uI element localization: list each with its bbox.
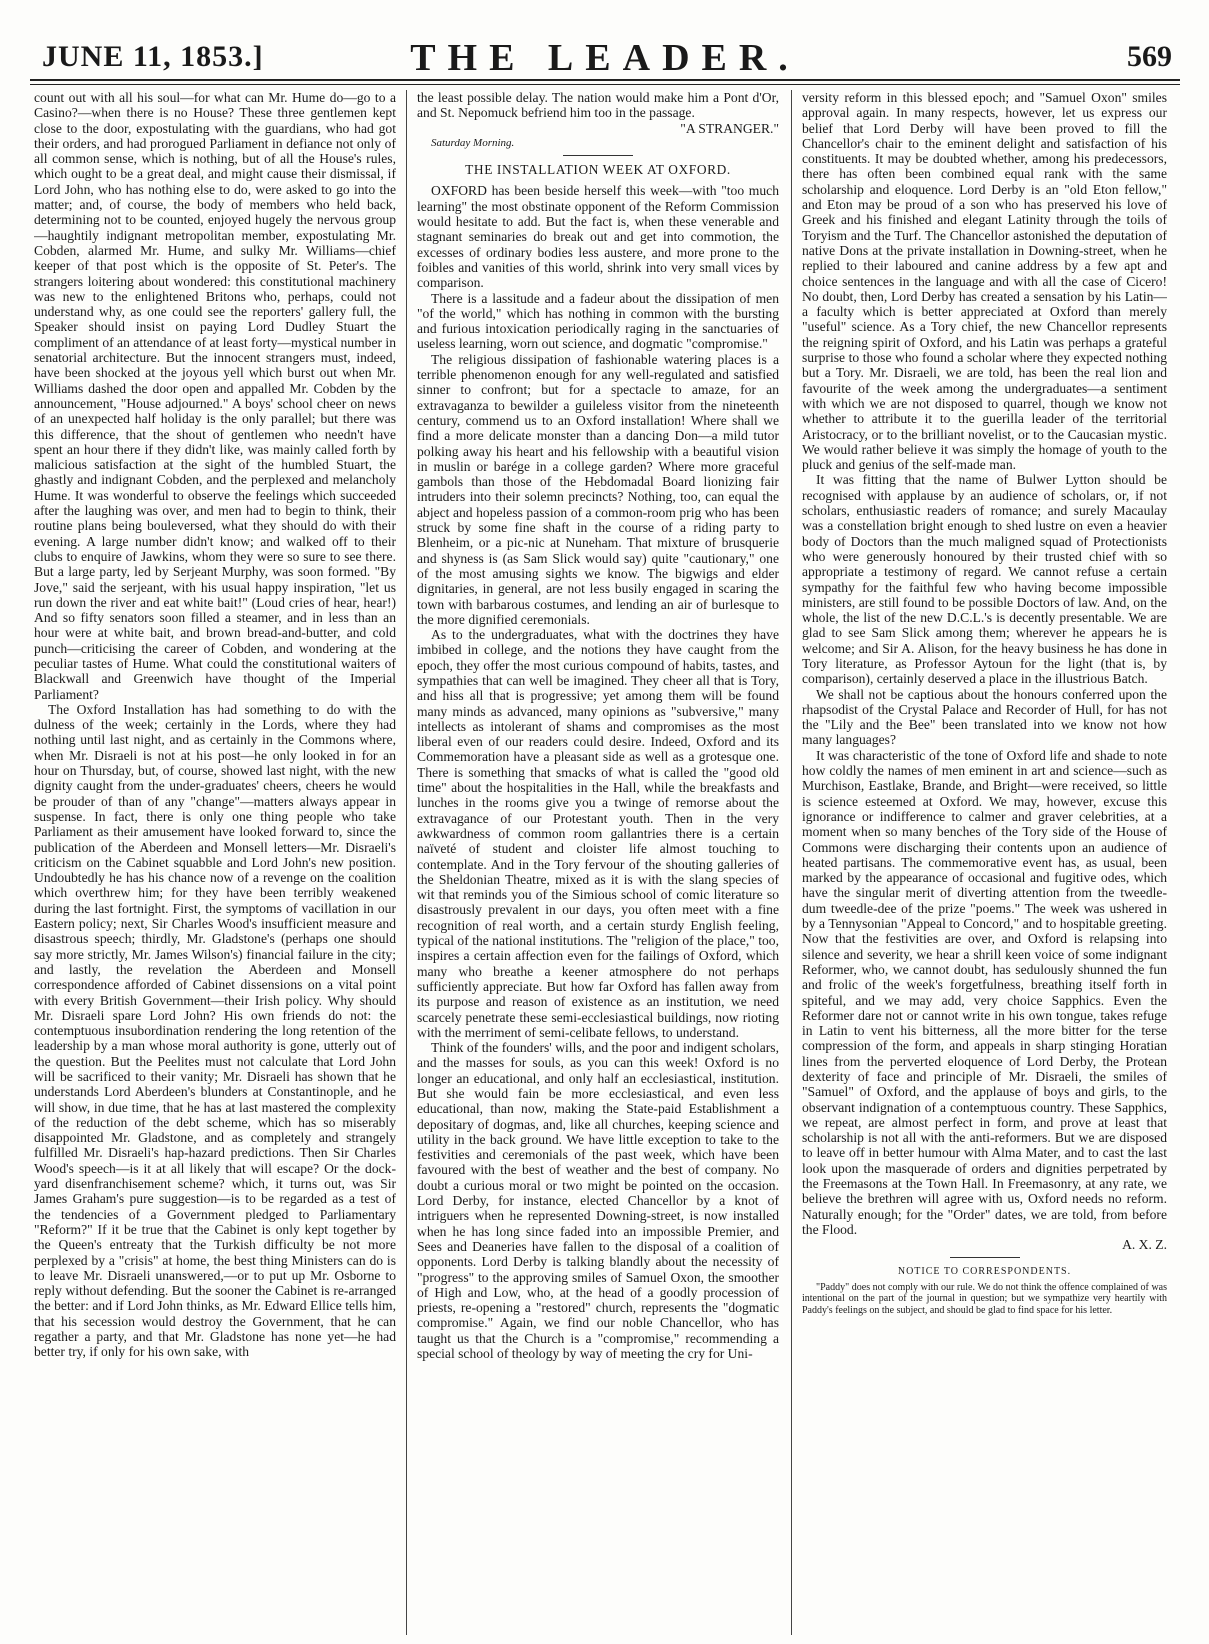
page-number: 569 [1127, 40, 1172, 73]
column-3 [802, 90, 1167, 1630]
article-paragraph: Think of the founders' wills, and the poor and indigent scholars, and the masses for souls, as you can this week! Oxford is no longer an educational, and only half an ecclesiastical, institution. But she would fain be more ecclesiastical, and even less educational, than now, making the State-paid Establishment a depositary of dogmas, and, like all churches, keeping science and utility in the back ground. We have little exception to take to the festivities and ceremonials of the past week, which have been favoured with the best of weather and the best of company. No doubt a curious moral or two might be pointed on the occasion. Lord Derby, for instance, elected Chancellor by a knot of intriguers when he represented Downing-street, is now installed when he has long since faded into an impossible Premier, and Sees and Deaneries have fallen to the disposal of a coalition of opponents. Lord Derby is talking blandly about the necessity of "progress" to the approving smiles of Samuel Oxon, the smoother of High and Low, who, at the head of a goodly procession of priests, re-opening a "restored" church, represents the "dogmatic compromise." Again, we find our noble Chancellor, who has taught us that the Church is a "compromise," recommending a special school of theology by way of meeting the cry for Uni- [417, 1040, 779, 1362]
section-rule [563, 155, 633, 156]
notice-body: "Paddy" does not comply with our rule. We do not think the offence complained of was intentional on the part of the journal in question; but we sympathize very heartily with Paddy's feelings on the subject, and should be glad to find space for his letter. [802, 1281, 1167, 1316]
article-dateline: Saturday Morning. [431, 136, 515, 149]
column-2 [417, 90, 779, 1630]
article-paragraph: count out with all his soul—for what can Mr. Hume do—go to a Casino?—when there is no House? These three gentlemen kept close to the door, expostulating with the guardians, who had got their orders, and had prorogued Parliament in defiance not only of all common sense, which is nothing, but of all the House's rules, which ought to be a great deal, and might cause their dismissal, if Lord John, who has nothing else to do, were asked to go into the matter; and, of course, the body of members who held back, determining not to be counted, enjoyed hugely the nervous group—haughtily indignant metropolitan member, expostulating Mr. Cobden, alarmed Mr. Hume, and sulky Mr. Williams—chief keeper of that post which is the opposite of St. Peter's. The strangers loitering about wondered: this constitutional machinery was new to the enlightened Britons who, perhaps, could not understand why, as one could see the reporters' gallery full, the Speaker should insist on paying Lord Dudley Stuart the compliment of an attendance of at least forty—mystical number in senatorial architecture. But the innocent strangers must, indeed, have been shocked at the joyous yell which burst out when Mr. Williams dashed the door open and appalled Mr. Cobden by the announcement, "House adjourned." A boys' school cheer on news of an unexpected half holiday is the only parallel; but there was this difference, that the shout of gentlemen who needn't have spent an hour there if they didn't like, was mainly called forth by malicious satisfaction at the sight of the humbled Stuart, the ghastly and indignant Cobden, and the perplexed and melancholy Hume. It was wonderful to observe the feelings which succeeded after the laughing was over, and men had to begin to think, their routine plans being bouleversed, what they should do with their evening. A large number didn't know; and walked off to their clubs to enquire of Jawkins, whom they were so sure to see there. But a large party, led by Serjeant Murphy, was soon formed. "By Jove," said the serjeant, with his usual happy inspiration, "let us run down the river and eat white bait!" (Loud cries of hear, hear!) And so fifty senators soon filled a steamer, and in less than an hour were at white bait, and brown bread-and-butter, and cold punch—criticising the career of Cobden, and wondering at the peculiar tastes of Hume. What could the constitutional waiters of Blackwall and Greenwich have thought of the Imperial Parliament? [34, 90, 396, 702]
article-paragraph: OXFORD has been beside herself this week—with "too much learning" the most obstinate opponent of the Reform Commission would hesitate to add. But the fact is, when these venerable and stagnant seminaries do break out and get into commotion, the excesses of ordinary bodies less austere, and more prone to the foibles and vanities of this world, shrink into very small vices by comparison. [417, 183, 779, 291]
section-rule [950, 1257, 1020, 1258]
masthead-rule [30, 79, 1180, 81]
article-signature: A. X. Z. [1122, 1237, 1167, 1253]
issue-date: JUNE 11, 1853.] [42, 40, 264, 73]
column-1 [34, 90, 396, 1630]
publication-title: THE LEADER. [410, 37, 800, 79]
article-paragraph: As to the undergraduates, what with the doctrines they have imbibed in college, and the notions they have caught from the epoch, they offer the most curious compound of habits, tastes, and sympathies that can well be imagined. They cheer all that is Tory, and hiss all that is progressive; yet among them will be found many minds as advanced, many opinions as "subversive," many intellects as intolerant of shams and compromises as the most liberal even of our readers could desire. Indeed, Oxford and its Commemoration have a pleasant side as well as a grotesque one. There is something that smacks of what is called the "good old time" about the hospitalities in the Hall, while the breakfasts and lunches in the rooms give you a twinge of remorse about the extravagance of our Protestant youth. Then in the very awkwardness of common room gallantries there is a certain naïveté of student and cloister life almost touching to contemplate. And in the Tory fervour of the shouting galleries of the Sheldonian Theatre, mixed as it is with the slang species of wit that reminds you of the Simious school of comic literature so disastrously prevalent in our days, you often meet with a fine recognition of real worth, and a certain sturdy English feeling, typical of the national institutions. The "religion of the place," too, inspires a certain affection even for the failings of Oxford, which many who breathe a keener atmosphere do not perhaps sufficiently appreciate. But how far Oxford has fallen away from its purpose and reason of existence as an institution, we need scarcely penetrate these semi-ecclesiastical buildings, now rioting with the merriment of semi-celibate fellows, to understand. [417, 627, 779, 1040]
section-title: THE INSTALLATION WEEK AT OXFORD. [465, 162, 731, 178]
article-paragraph: There is a lassitude and a fadeur about the dissipation of men "of the world," which has nothing in common with the bursting and furious intoxication periodically raging in the sanctuaries of useless learning, worn out science, and dogmatic "compromise." [417, 290, 779, 352]
column-divider [406, 90, 407, 1635]
masthead-rule-thin [30, 84, 1180, 85]
article-paragraph: versity reform in this blessed epoch; and "Samuel Oxon" smiles approval again. In many respects, however, let us express our belief that Lord Derby will have been proved to fill the Chancellor's chair to the eminent delight and satisfaction of his constituents. It may be doubted whether, among his predecessors, there has often been combined equal rank with the same scholarship and eloquence. Lord Derby is an "old Eton fellow," and Eton may be proud of a son who has preserved his love of Greek and his finished and elegant Latinity through the toils of Toryism and the Turf. The Chancellor astonished the deputation of native Dons at the private installation in Downing-street, when he replied to their laboured and canine address by a few apt and choice sentences in the language and with all the case of Cicero! No doubt, then, Lord Derby has created a sensation by his Latin—a faculty which is better appreciated at Oxford than merely "useful" science. As a Tory chief, the new Chancellor represents the reigning spirit of Oxford, and his Latin was perhaps a grateful surprise to those who found a scholar where they expected nothing but a Tory. Mr. Disraeli, we are told, has been the real lion and favourite of the week among the undergraduates—a sentiment with which we are not disposed to quarrel, though we know not whether to attribute it to the guerilla leader of the territorial Aristocracy, or to the brilliant novelist, or to the Caucasian mystic. We would rather believe it was simply the homage of youth to the pluck and genius of the self-made man. [802, 90, 1167, 473]
masthead [30, 34, 1180, 79]
article-paragraph: It was fitting that the name of Bulwer Lytton should be recognised with applause by an audience of scholars, or, if not scholars, enthusiastic readers of romance; and surely Macaulay was a constellation bright enough to shed lustre on even a heavier body of Doctors than the much maligned squad of Protectionists who were generously honoured by their trusted chief with so appropriate a testimony of regard. We cannot refuse a certain sympathy for the faithful few who having become impossible ministers, are still found to be possible Doctors of law. And, on the whole, the list of the new D.C.L.'s is decently presentable. We are glad to see Sam Slick among them; wherever he appears he is welcome; and Sir A. Alison, for the heavy business he has done in Tory literature, as Professor Aytoun for the light (that is, by comparison), certainly deserved a place in the illustrious Batch. [802, 472, 1167, 687]
notice-title: NOTICE TO CORRESPONDENTS. [897, 1265, 1072, 1277]
article-paragraph: The Oxford Installation has had something to do with the dulness of the week; certainly in the Lords, where they had nothing until last night, and as certainly in the Commons where, when Mr. Disraeli is not at his post—he only looked in for an hour on Thursday, but, of course, showed last night, with the new dignity caught from the under-graduates' cheers, cheers he would be prouder of than of any "change"—matters always appear in suspense. In fact, there is only one thing people who take Parliament as their amusement have looked forward to, since the publication of the Aberdeen and Monsell letters—Mr. Disraeli's criticism on the Cabinet squabble and Lord John's new position. Undoubtedly he has his chance now of a revenge on the coalition which overthrew him; for they have been terribly weakened during the last fortnight. First, the symptoms of vacillation in our Eastern policy; next, Sir Charles Wood's insufficient measure and disastrous speech; thirdly, Mr. Gladstone's (perhaps one should say more strictly, Mr. James Wilson's) financial failure in the city; and lastly, the revelation the Aberdeen and Monsell correspondence afforded of Cabinet dissensions on a vital point with every British Government—their Irish policy. Why should Mr. Disraeli spare Lord John? His own friends do not: the contemptuous insubordination rendering the long retention of the leadership by a man whose moral authority is gone, utterly out of the question. But the Peelites must not calculate that Lord John will be sacrificed to their vanity; Mr. Disraeli has shown that he understands Lord Aberdeen's blunders at Constantinople, and he will show, in due time, that he has at last mastered the complexity of the reduction of the debt scheme, which has so miserably disappointed Mr. Gladstone, and as completely and strangely fulfilled Mr. Disraeli's hap-hazard predictions. Then Sir Charles Wood's speech—is it at all likely that will escape? Or the dock-yard disenfranchisement scheme? which, it turns out, was Sir James Graham's pure suggestion—is to be regarded as a test of the tendencies of a Government pledged to Parliamentary "Reform?" If it be true that the Cabinet is only kept together by the Queen's entreaty that the Turkish difficulty be not more perplexed by a "crisis" at home, the best thing Ministers can do is to leave Mr. Disraeli unanswered,—or to put up Mr. Osborne to reply without defending. But the sooner the Cabinet is re-arranged the better: and if Lord John thinks, as Mr. Edward Ellice tells him, that his secession would destroy the Government, that he can regather a party, and that Mr. Gladstone has none yet—he had better try, if only for his own sake, with [34, 701, 396, 1360]
column-divider [791, 90, 792, 1635]
article-signature: "A STRANGER." [680, 120, 779, 136]
article-paragraph: It was characteristic of the tone of Oxford life and shade to note how coldly the names of men eminent in art and science—such as Murchison, Eastlake, Brande, and Bright—were received, so little is science esteemed at Oxford. We may, however, excuse this ignorance or indifference to calmer and graver celebrities, at a moment when so many benches of the Tory side of the House of Commons were discharging their contents upon an audience of heated partisans. The commemorative event has, as usual, been marked by the appearance of occasional and fugitive odes, which have the singular merit of diverting attention from the tweedle-dum tweedle-dee of the prize "poems." The week was ushered in by a Tennysonian "Appeal to Concord," and to hospitable greeting. Now that the festivities are over, and Oxford is relapsing into silence and severity, we hear a shrill keen voice of some indignant Reformer, who, we cannot doubt, has sedulously shunned the fun and frolic of the week's forgetfulness, breathing itself forth in spiteful, and we may add, very choice Sapphics. Even the Reformer dare not or cannot write in his own tongue, takes refuge in Latin to vent his bitterness, all the more bitter for the terse compression of the form, and appeals in sharp stinging Horatian lines from the perverted eloquence of Lord Derby, the Protean dexterity of face and principle of Mr. Disraeli, the smiles of "Samuel" of Oxford, and the applause of boys and girls, to the observant indignation of a contemptuous country. These Sapphics, we repeat, are almost perfect in form, and prove at least that scholarship is not all with the anti-reformers. But we are disposed to leave off in better humour with Alma Mater, and to cast the last look upon the masquerade of orders and dignities perpetrated by the Freemasons at the Town Hall. In Freemasonry, at any rate, we believe the brethren will agree with us, Oxford needs no reform. Naturally enough; for the "Order" dates, we are told, from before the Flood. [802, 747, 1167, 1237]
article-paragraph: the least possible delay. The nation would make him a Pont d'Or, and St. Nepomuck befriend him too in the passage. [417, 90, 779, 121]
article-paragraph: The religious dissipation of fashionable watering places is a terrible phenomenon enough for any well-regulated and satisfied sinner to confront; but for a spectacle to amaze, for an extravaganza to bewilder a guileless visitor from the nineteenth century, commend us to an Oxford installation! Where shall we find a more delicate monster than a dancing Don—a mild tutor polking away his heart and his fellowship with a beautiful vision in muslin or barége in a college garden? Where more graceful gambols than those of the Hebdomadal Board lionizing fair intruders into their solemn precincts? Nothing, too, can equal the abject and hopeless passion of a common-room prig who has been struck by some fine shaft in the course of a riding party to Blenheim, or a pic-nic at Nuneham. That mixture of brusquerie and shyness is (as Sam Slick would say) quite "cautionary," one of the most amusing sights we know. The bigwigs and elder dignitaries, in general, are not less busily engaged in scaring the town with barbarous costumes, and lending an air of burlesque to the more dignified ceremonials. [417, 351, 779, 627]
article-paragraph: We shall not be captious about the honours conferred upon the rhapsodist of the Crystal Palace and Recorder of Hull, for has not the "Lily and the Bee" been translated into we know not how many languages? [802, 686, 1167, 748]
